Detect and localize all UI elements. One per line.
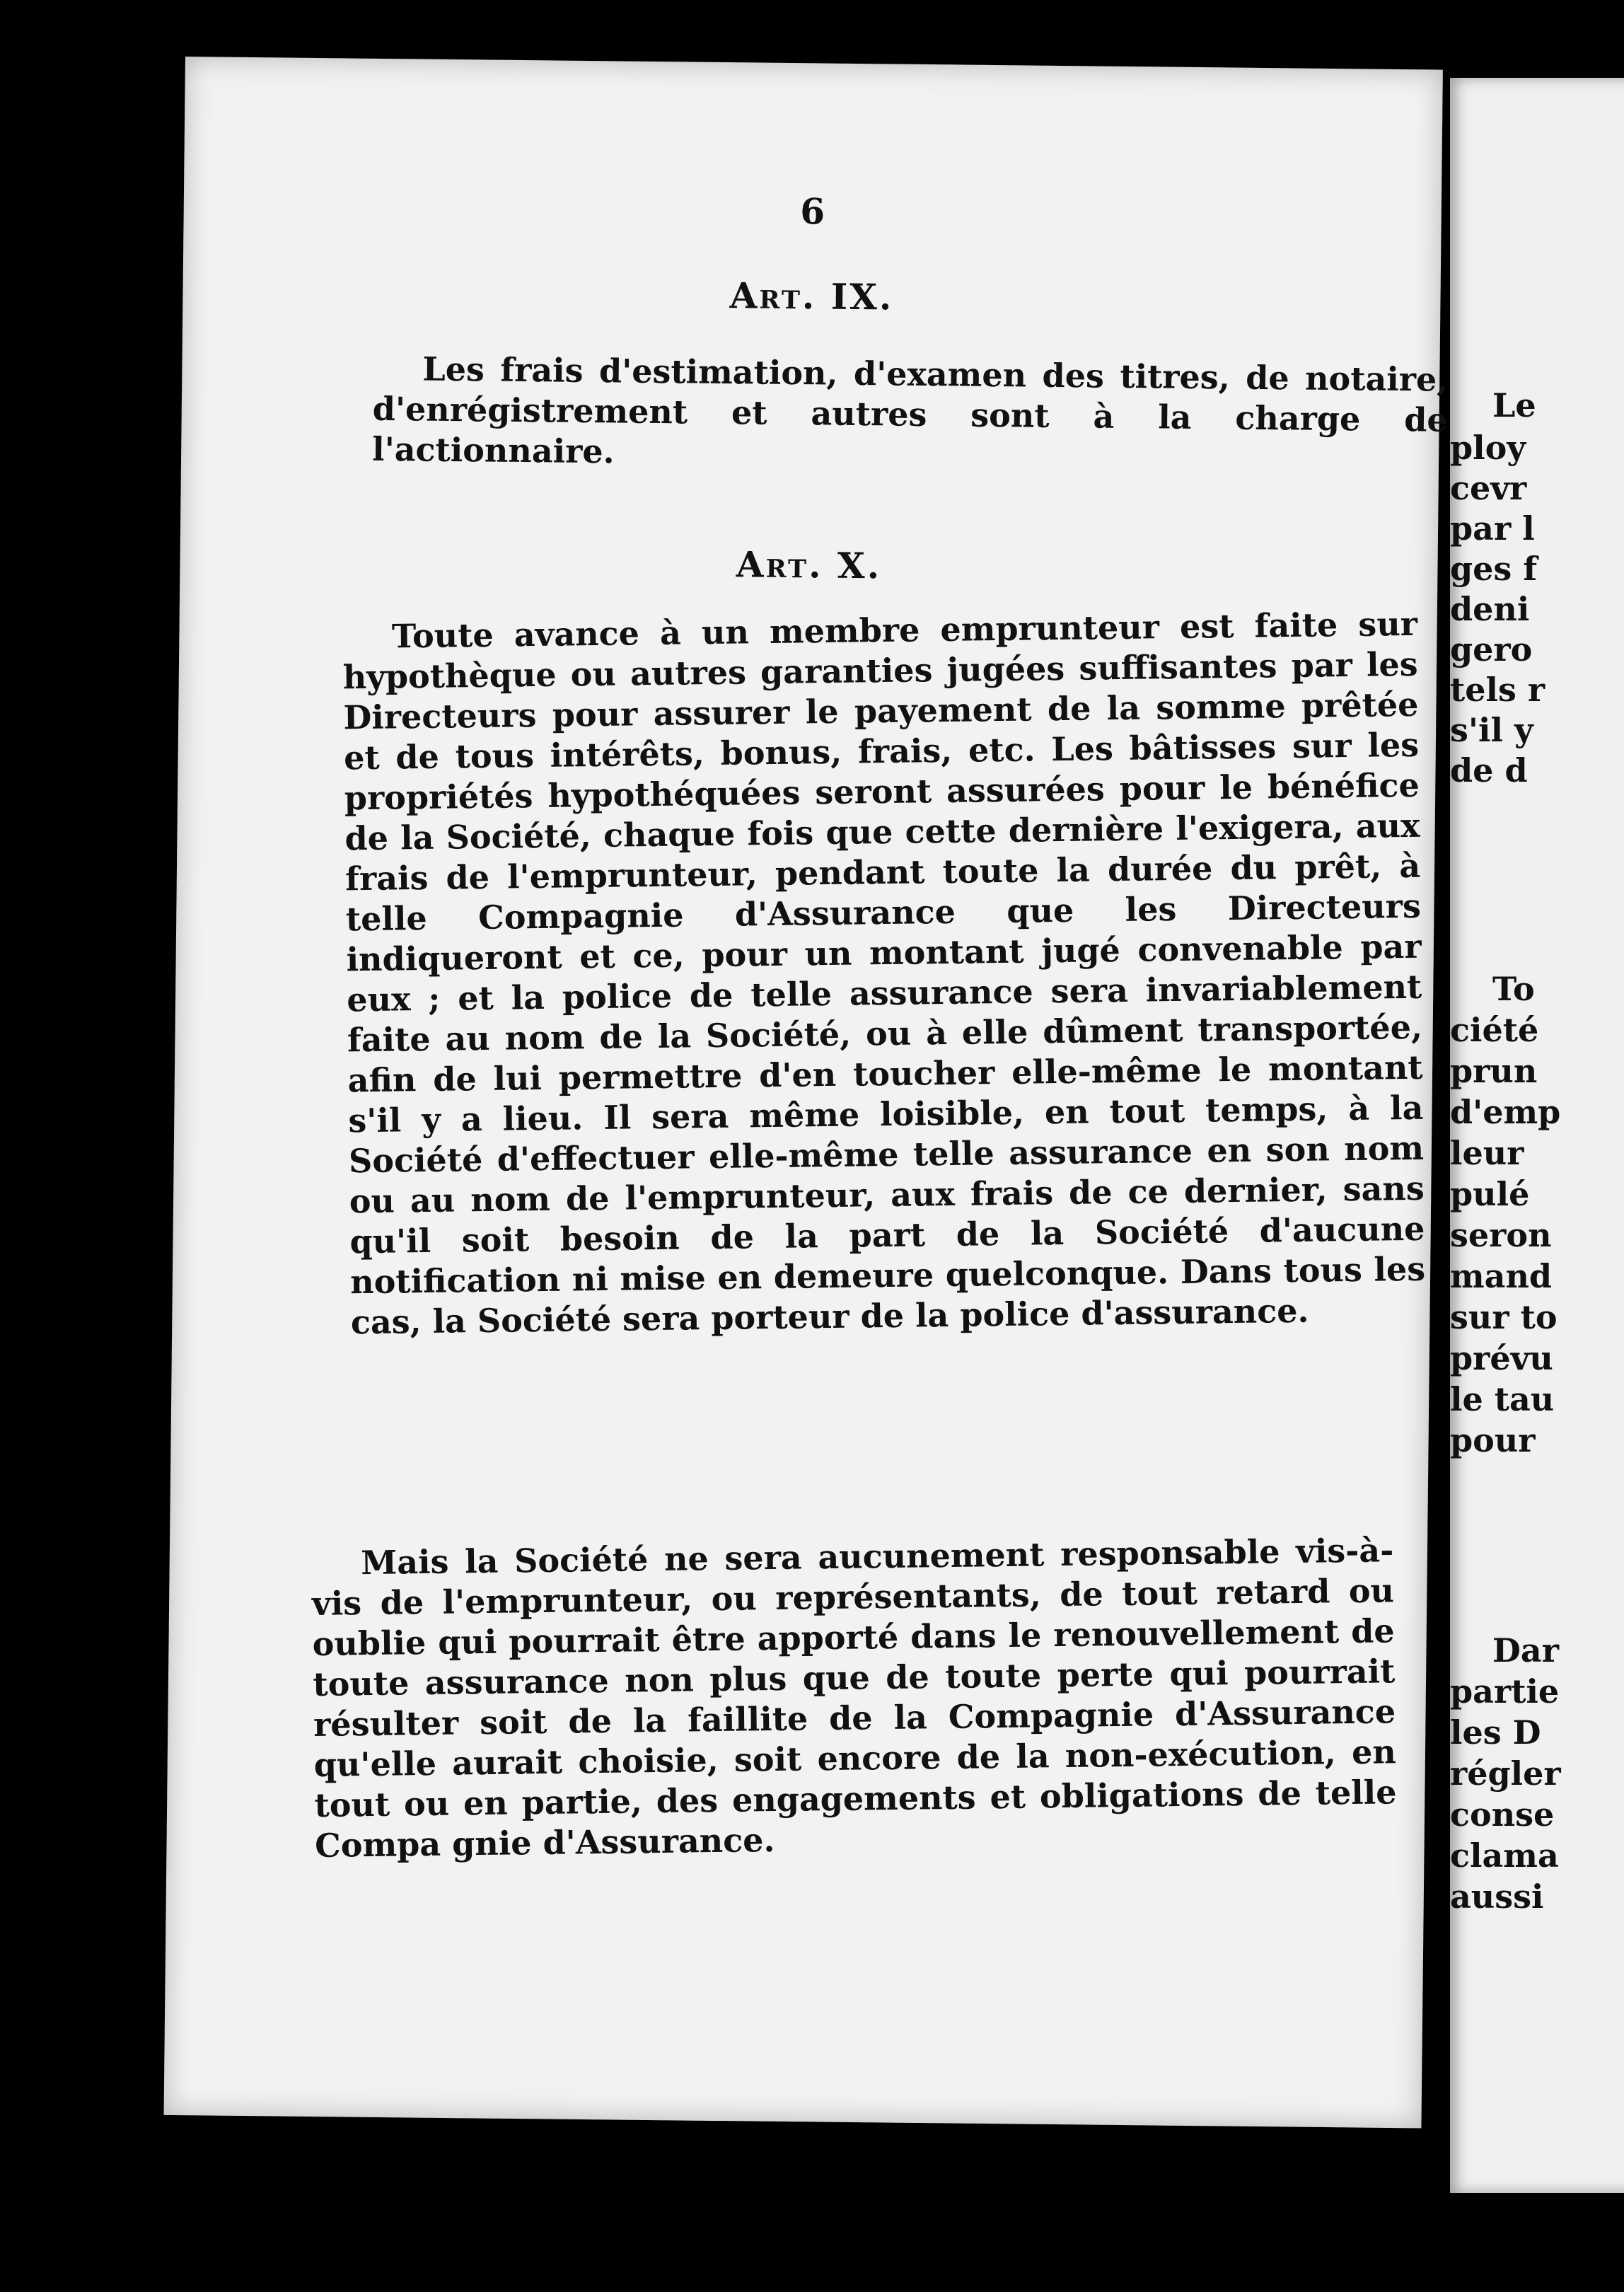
- left-page: [164, 57, 1449, 2128]
- right-page-fragment: seron: [1450, 1216, 1552, 1254]
- right-page-fragment: sur to: [1450, 1298, 1558, 1336]
- right-page-fragment: mand: [1450, 1257, 1553, 1295]
- article-x-heading: Art. X.: [736, 543, 882, 587]
- right-page-fragment: partie: [1450, 1672, 1560, 1711]
- right-page-fragment: cevr: [1450, 469, 1527, 507]
- article-ix-heading: Art. IX.: [729, 274, 894, 318]
- right-page-fragment: de d: [1450, 751, 1528, 789]
- right-page-fragment: ploy: [1450, 429, 1526, 467]
- right-page-fragment: tels r: [1450, 671, 1545, 709]
- right-page-fragment: Le: [1492, 386, 1536, 424]
- right-page-fragment: pulé: [1450, 1175, 1530, 1213]
- right-page-fragment: clama: [1450, 1836, 1559, 1875]
- right-page-fragment: le tau: [1450, 1380, 1555, 1418]
- right-page-fragment: ciété: [1450, 1011, 1539, 1049]
- right-page-fragment: par l: [1450, 509, 1535, 548]
- right-page-fragment: aussi: [1450, 1877, 1544, 1916]
- right-page-fragment: leur: [1450, 1134, 1524, 1172]
- right-page-fragment: To: [1492, 970, 1535, 1008]
- right-page-fragment: s'il y: [1450, 711, 1533, 749]
- right-page-fragment: pour: [1450, 1421, 1536, 1459]
- page-number: 6: [800, 190, 825, 233]
- right-page-fragment: prévu: [1450, 1339, 1553, 1377]
- article-ix-paragraph: Les frais d'estimation, d'examen des titres, de notaire, d'enrégistrement et autres sont à la charge de l'actionnaire.: [371, 349, 1449, 471]
- article-x-paragraph-1: Toute avance à un membre emprunteur est faite sur hypothèque ou autres garanties jugées suffisantes par les Directeurs pour assurer le payement de la somme prêtée et de tous intérêts, bonus, frais, etc. Les bâtisses sur les propriétés hypothéquées seront assurées pour le bénéfice de la Société, chaque fois que cette dernière l'exigera, aux frais de l'emprunteur, pendant toute la durée du prêt, à telle Compagnie d'Assurance que les Directeurs indiqueront et ce, pour un montant jugé convenable par eux ; et la police de telle assurance sera invariablement faite au nom de la Société, ou à elle dûment transportée, afin de lui permettre d'en toucher elle-même le montant s'il y a lieu. Il sera même loisible, en tout temps, à la Société d'effectuer elle-même telle assurance en son nom ou au nom de l'emprunteur, aux frais de ce dernier, sans qu'il soit besoin de la part de la Société d'aucune notification ni mise en demeure quelconque. Dans tous les cas, la Société sera porteur de la police d'assurance.: [342, 604, 1426, 1342]
- right-page-fragment: deni: [1450, 590, 1530, 628]
- right-page-fragment: prun: [1450, 1052, 1538, 1090]
- right-page-fragment: conse: [1450, 1795, 1555, 1834]
- right-page-partial: [1450, 78, 1624, 2193]
- right-page-fragment: ges f: [1450, 550, 1538, 588]
- right-page-fragment: Dar: [1492, 1631, 1559, 1669]
- right-page-fragment: gero: [1450, 630, 1533, 668]
- right-page-fragment: d'emp: [1450, 1093, 1561, 1131]
- right-page-fragment: régler: [1450, 1754, 1561, 1793]
- article-x-paragraph-2: Mais la Société ne sera aucunement responsable vis-à-vis de l'emprunteur, ou représentants, de tout retard ou oublie qui pourrait être apporté dans le renouvellement de toute assurance non plus que de toute perte qui pourrait résulter soit de la faillite de la Compagnie d'Assurance qu'elle aurait choisie, soit encore de la non-exécution, en tout ou en partie, des engagements et obligations de telle Compa gnie d'Assurance.: [311, 1531, 1397, 1865]
- right-page-fragment: les D: [1450, 1713, 1541, 1752]
